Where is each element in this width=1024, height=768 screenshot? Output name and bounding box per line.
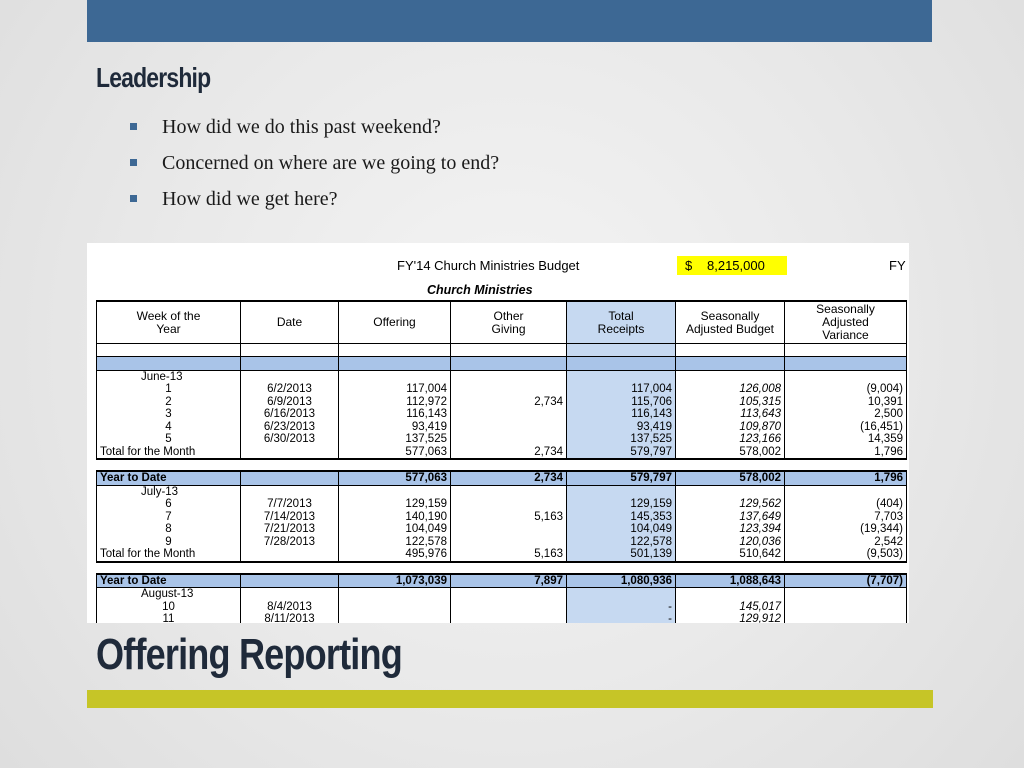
table-cell: [241, 459, 339, 471]
bullet-text: How did we do this past weekend?: [162, 116, 441, 138]
table-cell: 8: [97, 523, 241, 536]
table-cell: 7/28/2013: [241, 536, 339, 549]
table-cell: 104,049: [339, 523, 451, 536]
table-cell: 1,080,936: [567, 574, 676, 588]
table-cell: [451, 383, 567, 396]
table-row: [97, 511, 907, 524]
bullet-item: [130, 187, 499, 223]
table-row: [97, 421, 907, 434]
table-cell: 112,972: [339, 396, 451, 409]
table-cell: 510,642: [676, 548, 785, 562]
table-cell: 7/7/2013: [241, 498, 339, 511]
table-cell: 105,315: [676, 396, 785, 409]
table-cell: 93,419: [567, 421, 676, 434]
table-cell: 2,500: [785, 408, 907, 421]
table-cell: [451, 357, 567, 371]
table-cell: 122,578: [339, 536, 451, 549]
table-cell: 7/21/2013: [241, 523, 339, 536]
table-cell: 5: [97, 433, 241, 446]
table-cell: 123,394: [676, 523, 785, 536]
table-cell: (19,344): [785, 523, 907, 536]
table-cell: [567, 485, 676, 498]
table-cell: 495,976: [339, 548, 451, 562]
table-cell: (9,503): [785, 548, 907, 562]
table-cell: 104,049: [567, 523, 676, 536]
table-cell: 6/30/2013: [241, 433, 339, 446]
month-label-row: [97, 588, 907, 601]
table-cell: 129,159: [567, 498, 676, 511]
table-cell: [451, 433, 567, 446]
table-cell: 145,353: [567, 511, 676, 524]
table-cell: [241, 562, 339, 574]
square-bullet-icon: [130, 195, 137, 202]
table-cell: 1,088,643: [676, 574, 785, 588]
table-cell: [241, 471, 339, 485]
table-cell: Year to Date: [97, 574, 241, 588]
table-cell: [339, 370, 451, 383]
table-cell: 115,706: [567, 396, 676, 409]
table-cell: 145,017: [676, 601, 785, 614]
table-row: [97, 536, 907, 549]
month-total-row: [97, 548, 907, 562]
table-cell: [567, 370, 676, 383]
table-cell: [785, 344, 907, 357]
table-cell: 4: [97, 421, 241, 434]
table-cell: 129,912: [676, 613, 785, 623]
table-cell: 9: [97, 536, 241, 549]
table-cell: 122,578: [567, 536, 676, 549]
table-cell: [241, 344, 339, 357]
table-cell: [451, 370, 567, 383]
table-row: [97, 562, 907, 574]
table-cell: 117,004: [567, 383, 676, 396]
table-row: [97, 613, 907, 623]
table-cell: 120,036: [676, 536, 785, 549]
table-cell: [676, 459, 785, 471]
table-cell: (404): [785, 498, 907, 511]
table-row: [97, 459, 907, 471]
table-cell: 577,063: [339, 446, 451, 460]
table-cell: [676, 562, 785, 574]
table-cell: 109,870: [676, 421, 785, 434]
table-cell: [451, 459, 567, 471]
table-cell: [241, 485, 339, 498]
table-cell: 1,073,039: [339, 574, 451, 588]
table-cell: 1,796: [785, 471, 907, 485]
table-row: [97, 357, 907, 371]
table-cell: 6/2/2013: [241, 383, 339, 396]
table-cell: [676, 485, 785, 498]
table-row: [97, 601, 907, 614]
table-cell: [339, 613, 451, 623]
table-row: [97, 344, 907, 357]
table-cell: 137,525: [567, 433, 676, 446]
bullet-item: [130, 151, 499, 187]
top-accent-bar: [87, 0, 932, 42]
table-row: [97, 433, 907, 446]
table-header-row: [97, 301, 907, 344]
month-label-row: [97, 370, 907, 383]
table-cell: 5,163: [451, 548, 567, 562]
table-cell: [785, 459, 907, 471]
table-cell: [676, 357, 785, 371]
table-cell: 501,139: [567, 548, 676, 562]
table-cell: 129,159: [339, 498, 451, 511]
table-cell: -: [567, 601, 676, 614]
table-row: [97, 523, 907, 536]
month-label-row: [97, 485, 907, 498]
table-cell: [785, 601, 907, 614]
table-cell: [676, 588, 785, 601]
table-cell: 2,734: [451, 446, 567, 460]
table-cell: [567, 344, 676, 357]
table-row: [97, 383, 907, 396]
table-cell: [339, 588, 451, 601]
table-cell: 1: [97, 383, 241, 396]
budget-spreadsheet-image: [87, 243, 909, 623]
table-cell: [97, 357, 241, 371]
square-bullet-icon: [130, 123, 137, 130]
table-cell: [451, 613, 567, 623]
table-cell: 11: [97, 613, 241, 623]
column-header: Offering: [339, 301, 451, 344]
table-cell: 7/14/2013: [241, 511, 339, 524]
table-cell: [567, 588, 676, 601]
table-cell: [785, 485, 907, 498]
table-cell: [785, 613, 907, 623]
table-cell: 7,897: [451, 574, 567, 588]
table-cell: 5,163: [451, 511, 567, 524]
slide-subtitle: Leadership: [96, 62, 211, 93]
table-cell: [97, 562, 241, 574]
column-header: Total Receipts: [567, 301, 676, 344]
table-cell: 113,643: [676, 408, 785, 421]
table-cell: [451, 588, 567, 601]
table-cell: [567, 459, 676, 471]
bullet-text: Concerned on where are we going to end?: [162, 152, 500, 174]
table-cell: [451, 408, 567, 421]
table-cell: [241, 588, 339, 601]
table-cell: 116,143: [339, 408, 451, 421]
table-cell: 8/11/2013: [241, 613, 339, 623]
table-cell: [676, 344, 785, 357]
table-cell: 137,649: [676, 511, 785, 524]
table-cell: 93,419: [339, 421, 451, 434]
column-header: Date: [241, 301, 339, 344]
budget-dollar-sign: $: [685, 258, 693, 273]
table-row: [97, 396, 907, 409]
column-header: Seasonally Adjusted Variance: [785, 301, 907, 344]
table-cell: 577,063: [339, 471, 451, 485]
table-cell: Total for the Month: [97, 548, 241, 562]
table-cell: [339, 485, 451, 498]
table-cell: 7: [97, 511, 241, 524]
table-cell: 6: [97, 498, 241, 511]
table-cell: 2,734: [451, 471, 567, 485]
table-cell: [241, 446, 339, 460]
table-cell: [241, 574, 339, 588]
table-cell: 8/4/2013: [241, 601, 339, 614]
table-cell: 1,796: [785, 446, 907, 460]
table-cell: [241, 548, 339, 562]
year-to-date-row: [97, 471, 907, 485]
table-cell: 137,525: [339, 433, 451, 446]
table-cell: Year to Date: [97, 471, 241, 485]
table-cell: [339, 459, 451, 471]
table-cell: [451, 523, 567, 536]
table-cell: 116,143: [567, 408, 676, 421]
table-cell: 578,002: [676, 471, 785, 485]
table-cell: [339, 344, 451, 357]
sheet-title: FY'14 Church Ministries Budget: [397, 258, 580, 273]
table-cell: [451, 562, 567, 574]
table-cell: (9,004): [785, 383, 907, 396]
table-cell: 126,008: [676, 383, 785, 396]
table-cell: Total for the Month: [97, 446, 241, 460]
table-cell: [241, 370, 339, 383]
table-cell: [785, 357, 907, 371]
table-cell: [785, 370, 907, 383]
table-cell: 2,542: [785, 536, 907, 549]
table-cell: 117,004: [339, 383, 451, 396]
table-cell: July-13: [97, 485, 241, 498]
table-cell: 579,797: [567, 446, 676, 460]
table-cell: 10,391: [785, 396, 907, 409]
bullet-text: How did we get here?: [162, 188, 338, 210]
section-title: Church Ministries: [427, 283, 533, 297]
table-cell: June-13: [97, 370, 241, 383]
table-cell: [567, 357, 676, 371]
table-cell: [567, 562, 676, 574]
year-to-date-row: [97, 574, 907, 588]
table-cell: [241, 357, 339, 371]
table-cell: [339, 601, 451, 614]
month-total-row: [97, 446, 907, 460]
table-cell: [451, 601, 567, 614]
table-cell: 7,703: [785, 511, 907, 524]
square-bullet-icon: [130, 159, 137, 166]
table-cell: August-13: [97, 588, 241, 601]
table-cell: 6/23/2013: [241, 421, 339, 434]
table-cell: 6/16/2013: [241, 408, 339, 421]
table-cell: [339, 562, 451, 574]
column-header: Week of the Year: [97, 301, 241, 344]
table-cell: 123,166: [676, 433, 785, 446]
table-cell: 2,734: [451, 396, 567, 409]
table-row: [97, 498, 907, 511]
table-cell: [451, 421, 567, 434]
bullet-item: [130, 115, 499, 151]
table-cell: (7,707): [785, 574, 907, 588]
table-cell: (16,451): [785, 421, 907, 434]
table-cell: [451, 498, 567, 511]
table-cell: 10: [97, 601, 241, 614]
table-row: [97, 408, 907, 421]
table-cell: [451, 536, 567, 549]
table-cell: [97, 459, 241, 471]
offering-table: [96, 300, 907, 623]
table-body: [97, 344, 907, 624]
table-cell: 14,359: [785, 433, 907, 446]
table-cell: 6/9/2013: [241, 396, 339, 409]
table-cell: [339, 357, 451, 371]
table-cell: [451, 485, 567, 498]
table-cell: 579,797: [567, 471, 676, 485]
cut-off-header: FY: [889, 258, 906, 273]
bottom-accent-bar: [87, 690, 933, 708]
table-cell: [97, 344, 241, 357]
table-cell: 2: [97, 396, 241, 409]
slide-title: Offering Reporting: [96, 630, 402, 679]
table-cell: [676, 370, 785, 383]
bullet-list: [130, 115, 499, 223]
table-cell: -: [567, 613, 676, 623]
column-header: Seasonally Adjusted Budget: [676, 301, 785, 344]
table-cell: [785, 588, 907, 601]
table-cell: [451, 344, 567, 357]
column-header: Other Giving: [451, 301, 567, 344]
budget-total-highlight: [677, 256, 787, 275]
table-cell: 578,002: [676, 446, 785, 460]
table-cell: [785, 562, 907, 574]
table-cell: 3: [97, 408, 241, 421]
budget-total-value: 8,215,000: [707, 258, 765, 273]
table-cell: 129,562: [676, 498, 785, 511]
table-cell: 140,190: [339, 511, 451, 524]
